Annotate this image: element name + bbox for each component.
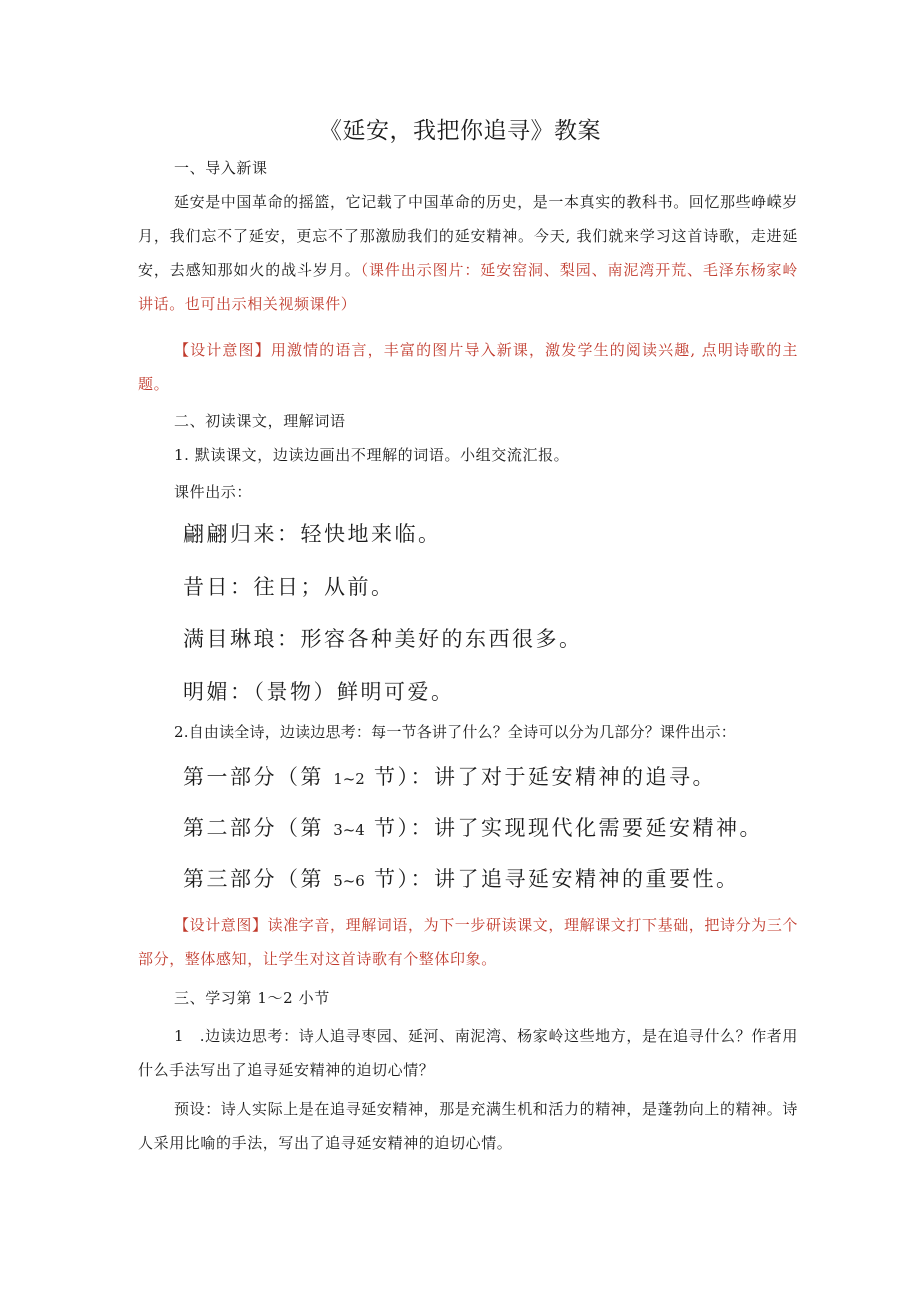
question-paragraph: 1 .边读边思考：诗人追寻枣园、延河、南泥湾、杨家岭这些地方，是在追寻什么？作者用什么手法写出了追寻延安精神的迫切心情？ [138,1027,798,1079]
document-title: 《延安，我把你追寻》教案 [319,118,601,144]
part-prefix: 第二部分（第 [183,816,334,840]
vocab-item: 翩翩归来：轻快地来临。 [183,522,442,546]
part-prefix: 第三部分（第 [183,867,334,891]
vocab-item: 明媚：（景物）鲜明可爱。 [183,680,455,704]
section-heading-1: 一、导入新课 [174,159,268,177]
step-2-instruction: 2.自由读全诗，边读边思考：每一节各讲了什么？全诗可以分为几部分？课件出示： [174,723,736,741]
poem-part [183,762,716,794]
design-intent-tag: 【设计意图】 [174,341,271,359]
poem-part [183,813,763,845]
part-range: 5~6 [333,872,365,890]
part-suffix: 节）：讲了对于延安精神的追寻。 [364,765,717,789]
step-1-instruction: 1. 默读课文，边读边画出不理解的词语。小组交流汇报。 [174,446,570,464]
design-intent-1 [138,333,798,401]
courseware-label: 课件出示： [174,483,253,501]
part-suffix: 节）：讲了实现现代化需要延安精神。 [364,816,764,840]
part-prefix: 第一部分（第 [183,765,334,789]
vocab-item: 昔日：往日；从前。 [183,575,395,599]
vocab-item: 满目琳琅：形容各种美好的东西很多。 [183,627,583,651]
section-heading-3: 三、学习第 1～2 小节 [174,989,330,1007]
courseware-note: （课件出示图片：延安窑洞、梨园、南泥湾开荒、毛泽东杨家岭讲话。也可出示相关视频课件） [138,261,798,313]
intro-text: 延安是中国革命的摇篮，它记载了中国革命的历史，是一本真实的教科书。回忆那些峥嵘岁月，我们忘不了延安，更忘不了那激励我们的延安精神。今天, 我们就来学习这首诗歌，走进延安，去感知那如火的战斗岁月。 [138,193,799,279]
poem-part [183,864,740,896]
part-range: 1~2 [333,770,365,788]
section-heading-2: 二、初读课文，理解词语 [174,412,346,430]
intro-paragraph [138,185,798,321]
design-intent-2 [138,908,798,976]
design-intent-text: 用激情的语言，丰富的图片导入新课，激发学生的阅读兴趣, 点明诗歌的主题。 [138,341,798,393]
design-intent-text: 读准字音，理解词语，为下一步研读课文，理解课文打下基础，把诗分为三个部分，整体感知，让学生对这首诗歌有个整体印象。 [138,916,799,968]
design-intent-tag: 【设计意图】 [174,916,268,934]
part-suffix: 节）：讲了追寻延安精神的重要性。 [364,867,740,891]
part-range: 3~4 [333,821,365,839]
preset-answer: 预设：诗人实际上是在追寻延安精神，那是充满生机和活力的精神，是蓬勃向上的精神。诗人采用比喻的手法，写出了追寻延安精神的迫切心情。 [138,1100,799,1152]
